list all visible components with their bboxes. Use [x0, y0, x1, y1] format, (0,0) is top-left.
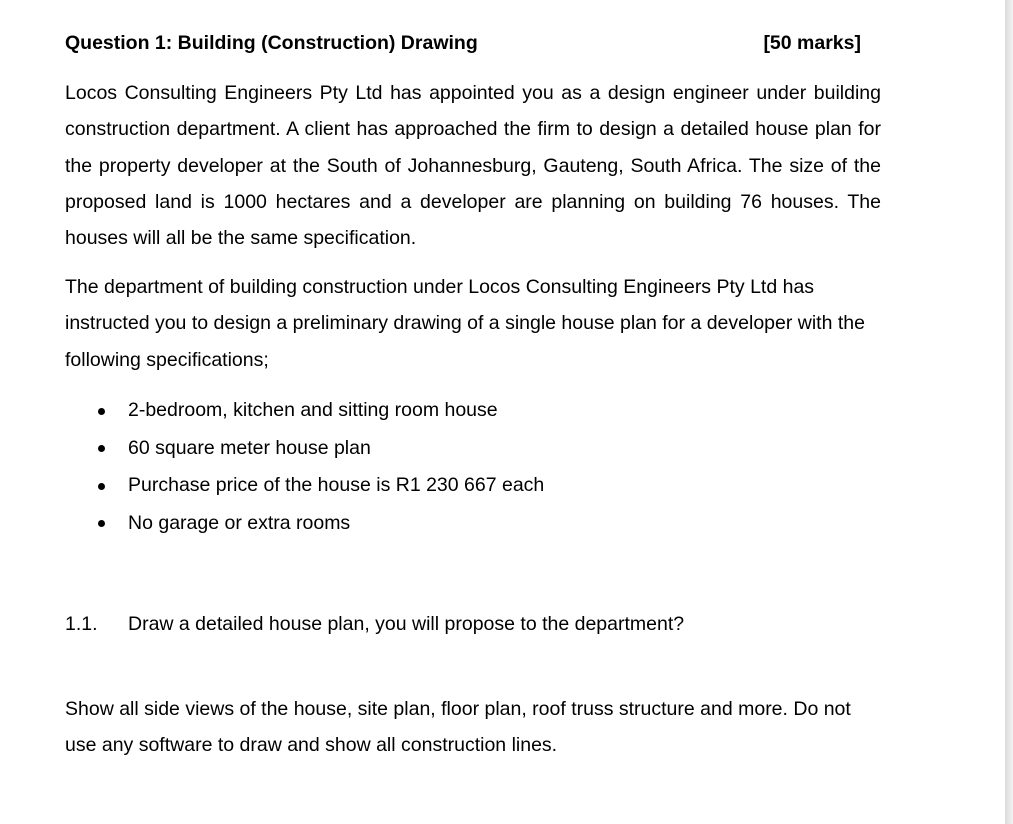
intro-paragraph: Locos Consulting Engineers Pty Ltd has appointed you as a design engineer under building construction department. A client has approached the firm to design a detailed house plan for the property developer at the South of Johannesburg, Gauteng, South Africa. The size of the proposed land is 1000 hectares and a developer are planning on building 76 houses. The houses will all be the same specification.: [65, 82, 881, 250]
sub-question: [65, 606, 865, 642]
specification-text: No garage or extra rooms: [128, 511, 351, 534]
sub-question-text: Draw a detailed house plan, you will propose to the department?: [128, 613, 685, 635]
question-title: Question 1: Building (Construction) Drawing: [65, 32, 478, 54]
question-heading: [65, 31, 861, 55]
specification-text: Purchase price of the house is R1 230 667 each: [128, 474, 545, 496]
bullet-icon: [98, 483, 105, 490]
sub-question-number: 1.1.: [65, 613, 98, 635]
page-edge: [1005, 0, 1013, 824]
bullet-icon: [98, 408, 105, 415]
closing-paragraph: Show all side views of the house, site plan, floor plan, roof truss structure and more. Do not use any software to draw and show all construction lines.: [65, 698, 851, 757]
specification-text: 60 square meter house plan: [128, 436, 371, 459]
bullet-icon: [98, 445, 105, 452]
bullet-icon: [98, 520, 105, 527]
specification-text: 2-bedroom, kitchen and sitting room house: [128, 399, 498, 421]
instruction-paragraph: The department of building construction under Locos Consulting Engineers Pty Ltd has instructed you to design a preliminary drawing of a single house plan for a developer with the following specifications;: [65, 276, 865, 371]
question-marks: [50 marks]: [763, 32, 861, 54]
